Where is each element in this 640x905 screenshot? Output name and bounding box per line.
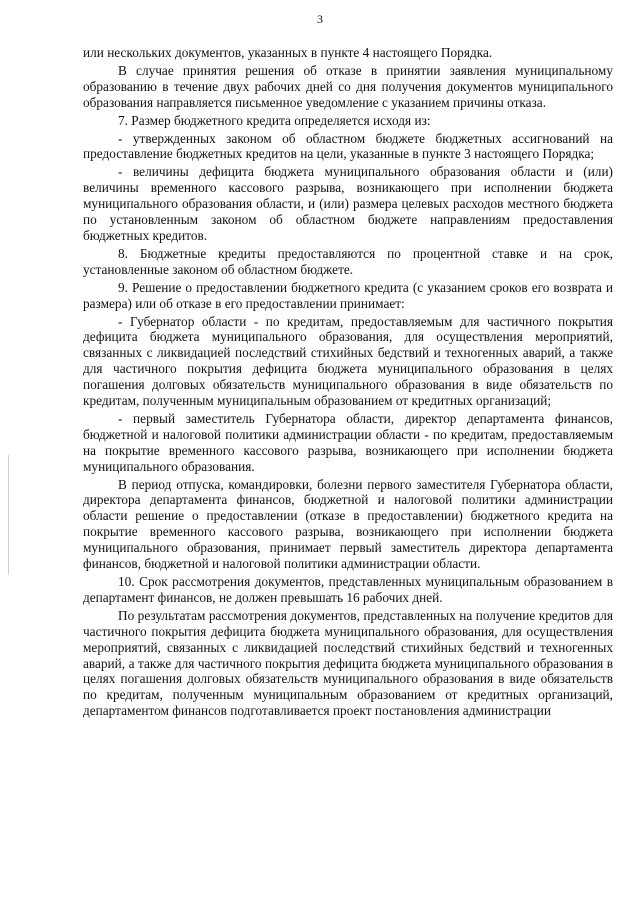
paragraph: - утвержденных законом об областном бюджете бюджетных ассигнований на предоставление бюджетных кредитов на цели, указанные в пункте 3 настоящего Порядка; xyxy=(83,130,613,162)
paragraph: или нескольких документов, указанных в пункте 4 настоящего Порядка. xyxy=(83,45,493,60)
paragraph: 8. Бюджетные кредиты предоставляются по процентной ставке и на срок, установленные законом об областном бюджете. xyxy=(83,245,613,277)
paragraph: В случае принятия решения об отказе в принятии заявления муниципальному образованию в течение двух рабочих дней со дня получения документов муниципального образования направляется письменное уведомление с указанием причины отказа. xyxy=(83,62,613,110)
paragraph: - Губернатор области - по кредитам, предоставляемым для частичного покрытия дефицита бюджета муниципального образования, для осуществления мероприятий, связанных с ликвидацией последствий стихийных бедствий и техногенных аварий, а также для частичного покрытия дефицита бюджета муниципального образования в целях погашения долговых обязательств муниципального образования в виде обязательств по кредитам, полученным муниципальным образованием от кредитных организаций; xyxy=(83,313,613,409)
paragraph: - первый заместитель Губернатора области, директор департамента финансов, бюджетной и налоговой политики администрации области - по кредитам, предоставляемым на покрытие временного кассового разрыва, возникающего при исполнении бюджета муниципального образования. xyxy=(83,410,613,474)
paragraph: 10. Срок рассмотрения документов, представленных муниципальным образованием в департамент финансов, не должен превышать 16 рабочих дней. xyxy=(83,574,613,605)
paragraph: 7. Размер бюджетного кредита определяется исходя из: xyxy=(118,112,431,128)
paragraph: 9. Решение о предоставлении бюджетного кредита (с указанием сроков его возврата и размера) или об отказе в его предоставлении принимает: xyxy=(83,279,613,311)
page-number: 3 xyxy=(317,12,323,26)
paragraph: - величины дефицита бюджета муниципального образования области и (или) величины временного кассового разрыва, возникающего при исполнении бюджета муниципального образования области, и (или) размера целевых расходов местного бюджета по установленным законом об областном бюджете направлениям предоставления бюджетных кредитов. xyxy=(83,164,613,243)
document-body xyxy=(83,45,613,719)
paragraph: По результатам рассмотрения документов, представленных на получение кредитов для частичного покрытия дефицита бюджета муниципального образования, для осуществления мероприятий, связанных с ликвидацией последствий стихийных бедствий и техногенных аварий, а также для частичного покрытия дефицита бюджета муниципального образования в целях погашения долговых обязательств муниципального образования в виде обязательств по кредитам, полученным муниципальным образованием от кредитных организаций, департаментом финансов подготавливается проект постановления администрации xyxy=(83,607,613,719)
scan-edge-mark xyxy=(8,455,9,575)
paragraph: В период отпуска, командировки, болезни первого заместителя Губернатора области, директора департамента финансов, бюджетной и налоговой политики администрации области решение о предоставлении (отказе в предоставлении) бюджетного кредита на покрытие временного кассового разрыва, возникающего при исполнении бюджета муниципального образования, принимает первый заместитель директора департамента финансов, бюджетной и налоговой политики администрации области. xyxy=(83,476,613,572)
